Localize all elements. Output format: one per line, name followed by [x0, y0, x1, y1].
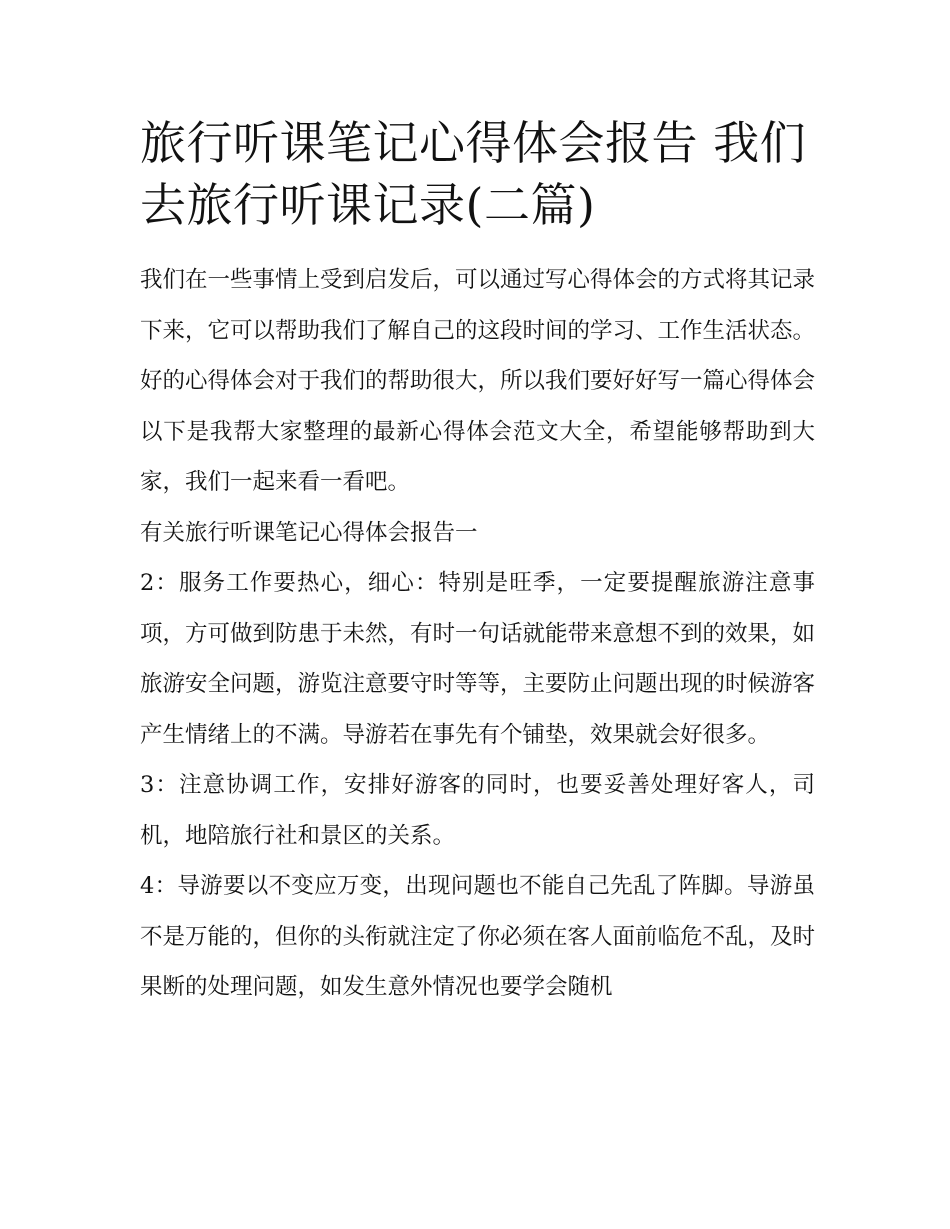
- point-4-paragraph: 4：导游要以不变应万变，出现问题也不能自己先乱了阵脚。导游虽不是万能的，但你的头衔就注定了你必须在客人面前临危不乱，及时果断的处理问题，如发生意外情况也要学会随机: [140, 873, 816, 1000]
- document-page: [140, 112, 815, 1013]
- section-heading: 有关旅行听课笔记心得体会报告一: [140, 519, 478, 546]
- document-title: 旅行听课笔记心得体会报告 我们去旅行听课记录(二篇): [140, 116, 807, 232]
- point-2-paragraph: 2：服务工作要热心，细心：特别是旺季，一定要提醒旅游注意事项，方可做到防患于未然，有时一句话就能带来意想不到的效果，如旅游安全问题，游览注意要守时等等，主要防止问题出现的时候游客产生情绪上的不满。导游若在事先有个铺垫，效果就会好很多。: [140, 570, 816, 748]
- point-3-paragraph: 3：注意协调工作，安排好游客的同时，也要妥善处理好客人，司机，地陪旅行社和景区的关系。: [140, 772, 815, 849]
- intro-paragraph: 我们在一些事情上受到启发后，可以通过写心得体会的方式将其记录下来，它可以帮助我们了解自己的这段时间的学习、工作生活状态。好的心得体会对于我们的帮助很大，所以我们要好好写一篇心得体会以下是我帮大家整理的最新心得体会范文大全，希望能够帮助到大家，我们一起来看一看吧。: [140, 267, 816, 495]
